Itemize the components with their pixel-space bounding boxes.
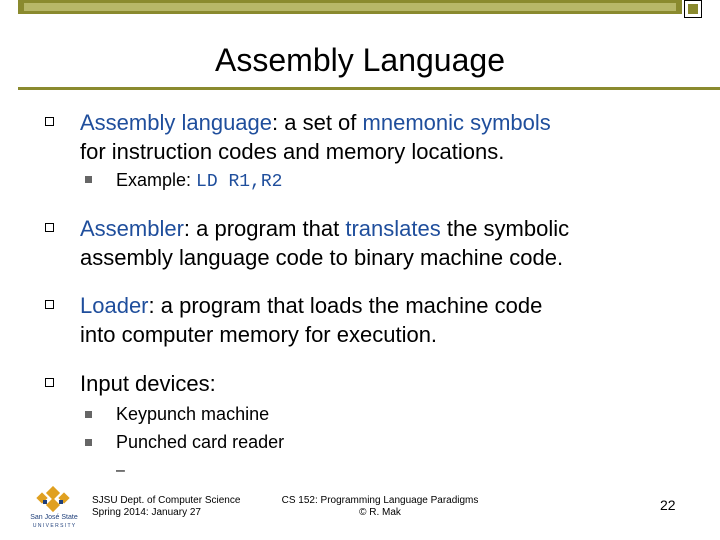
bullet-2-highlight: translates xyxy=(345,216,441,241)
bullet-2-term: Assembler xyxy=(80,216,184,241)
bullet-2-text: : a program that xyxy=(183,216,346,241)
sub-bullet-keypunch: Keypunch machine xyxy=(116,404,270,424)
example-label: Example: xyxy=(116,170,197,190)
sub-bullet-square xyxy=(85,176,92,183)
bullet-2-line-1 xyxy=(80,214,569,244)
sub-bullet-card-reader: Punched card reader xyxy=(116,432,285,452)
sub-bullet-square xyxy=(85,411,92,418)
footer-middle xyxy=(280,495,480,519)
top-accent-bar-inner xyxy=(24,3,676,11)
corner-box-fill xyxy=(688,4,698,14)
bullet-3-line-1 xyxy=(80,291,542,321)
bullet-1-term: Assembly language xyxy=(80,110,273,135)
logo-line-2: U N I V E R S I T Y xyxy=(32,523,76,529)
bullet-3-text: : a program that loads the machine code xyxy=(148,293,543,318)
logo-text xyxy=(26,514,82,530)
bullet-1-line-1 xyxy=(80,108,551,138)
logo-line-1: San José State xyxy=(30,514,78,521)
bullet-box xyxy=(45,223,54,232)
top-accent-bar xyxy=(18,0,682,14)
footer-course: CS 152: Programming Language Paradigms xyxy=(281,495,479,506)
bullet-2-text-end: the symbolic xyxy=(440,216,570,241)
title-rule xyxy=(18,87,720,90)
bullet-1-line-2: for instruction codes and memory locations. xyxy=(80,139,505,164)
page-number: 22 xyxy=(660,497,676,513)
bullet-box xyxy=(45,300,54,309)
bullet-3-term: Loader xyxy=(80,293,149,318)
bullet-4-line-1: Input devices: xyxy=(80,371,216,396)
sub-bullet-example xyxy=(116,169,282,193)
sub-bullet-square xyxy=(85,439,92,446)
bullet-3-line-2: into computer memory for execution. xyxy=(80,322,438,347)
example-code: LD R1,R2 xyxy=(196,172,283,192)
bullet-2-line-2: assembly language code to binary machine code. xyxy=(80,245,564,270)
corner-box xyxy=(684,0,702,18)
bullet-box xyxy=(45,117,54,126)
bullet-box xyxy=(45,378,54,387)
footer-author: © R. Mak xyxy=(359,507,401,518)
footer-dept: SJSU Dept. of Computer Science xyxy=(92,495,241,506)
footer-date: Spring 2014: January 27 xyxy=(92,507,201,518)
footer-left xyxy=(92,495,240,519)
slide-title: Assembly Language xyxy=(215,42,505,78)
bullet-1-highlight: mnemonic symbols xyxy=(362,110,551,135)
bullet-1-text: : a set of xyxy=(272,110,363,135)
dash-mark: – xyxy=(116,462,125,479)
